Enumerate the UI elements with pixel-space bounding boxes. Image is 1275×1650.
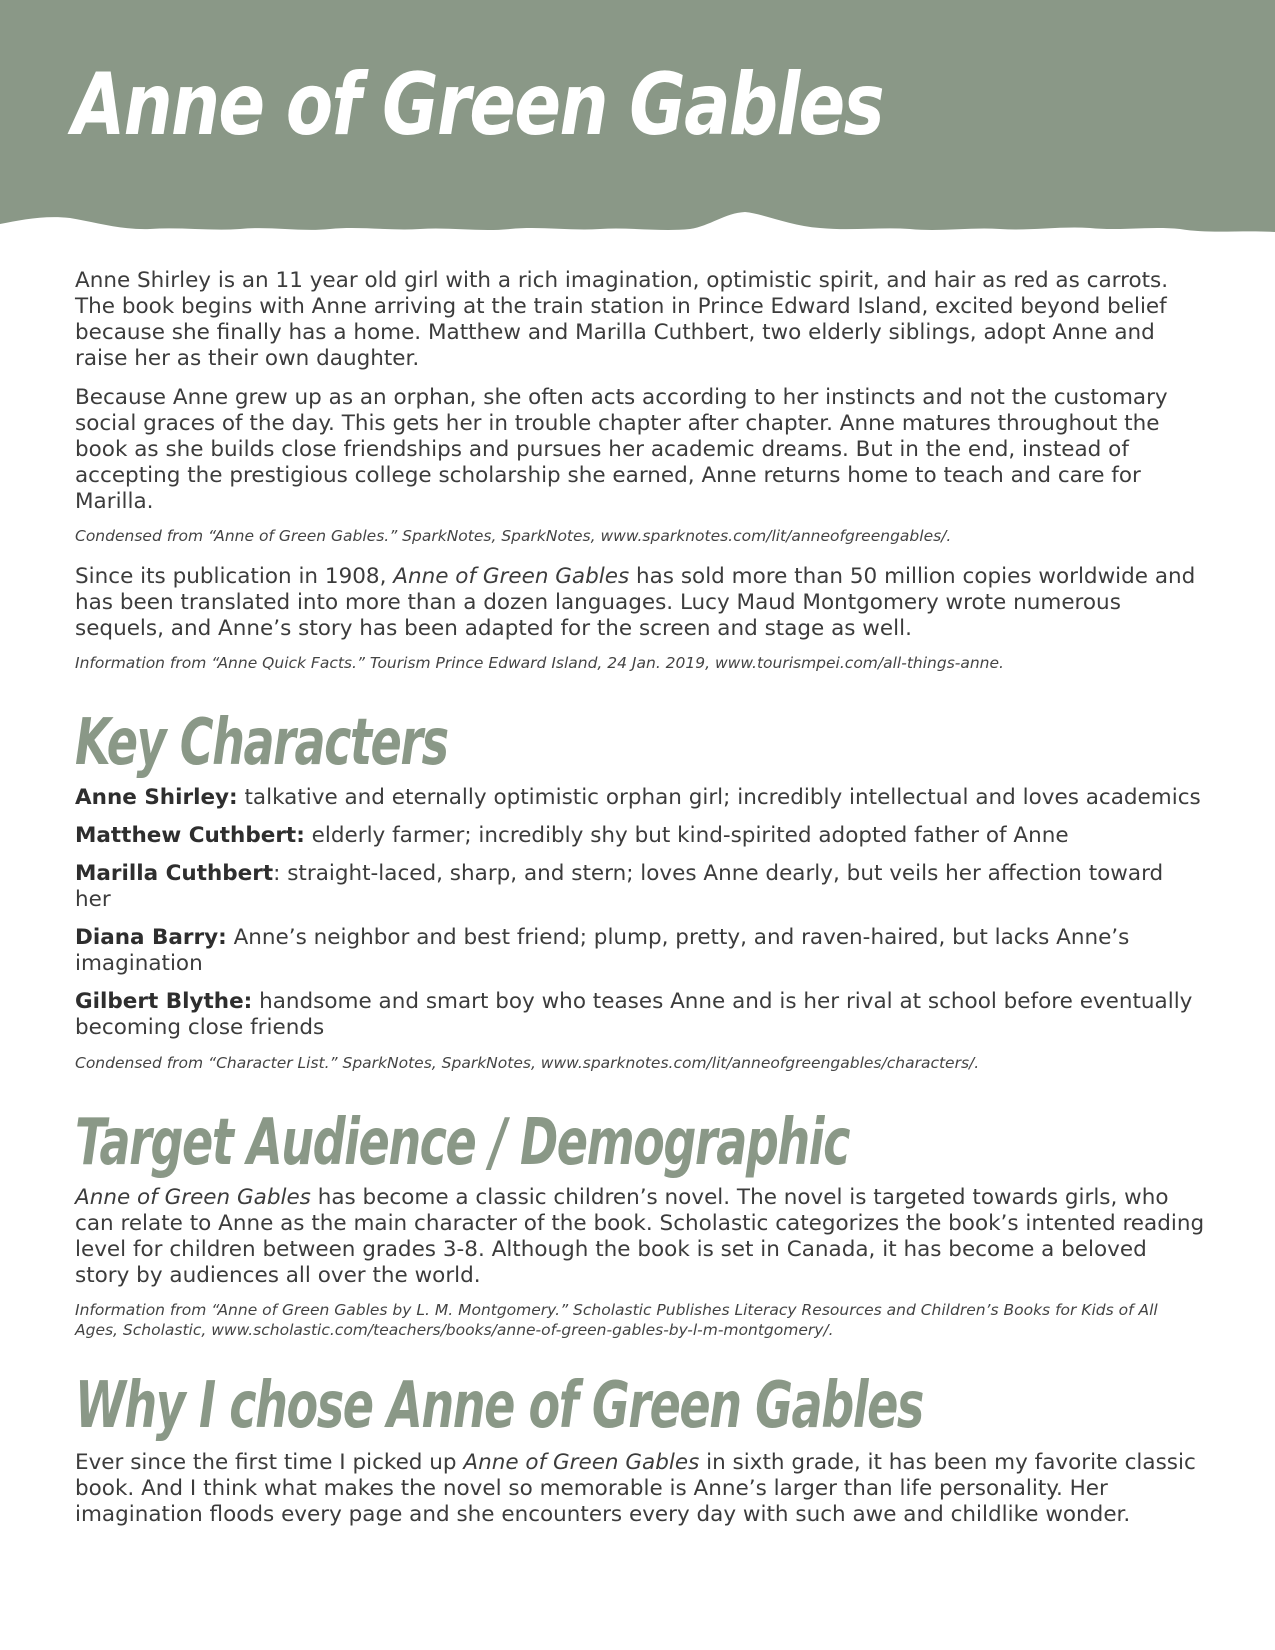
target-audience-heading: Target Audience / Demographic [75, 1106, 850, 1180]
intro-paragraph-1: Anne Shirley is an 11 year old girl with a rich imagination, optimistic spirit, and hair as red as carrots. The book begins with Anne arriving at the train station in Prince Edward Island, excited beyond belief because she finally has a home. Matthew and Marilla Cuthbert, two elderly siblings, adopt Anne and raise her as their own daughter. [75, 268, 1169, 371]
character-entry [75, 989, 1205, 1041]
character-entry [75, 925, 1205, 977]
character-entry [75, 823, 1205, 849]
character-name: Gilbert Blythe: [75, 989, 253, 1014]
why-paragraph [75, 1450, 1205, 1528]
p3-text-after: has sold more than 50 million copies worldwide and has been translated into more than a dozen languages. Lucy Maud Montgomery wrote numerous sequels, and Anne’s story has been adapted for the screen and stage as well. [75, 564, 1196, 641]
why-chose-heading: Why I chose Anne of Green Gables [75, 1369, 923, 1443]
character-description: Anne’s neighbor and best friend; plump, pretty, and raven-haired, but lacks Anne’s imagination [75, 925, 1130, 976]
why-text-before: Ever since the first time I picked up [75, 1450, 464, 1475]
character-entry [75, 861, 1205, 913]
character-description: : straight-laced, sharp, and stern; loves Anne dearly, but veils her affection toward her [75, 861, 1164, 912]
page-title: Anne of Green Gables [72, 55, 883, 155]
audience-paragraph [75, 1185, 1205, 1289]
intro-citation-2: Information from “Anne Quick Facts.” Tourism Prince Edward Island, 24 Jan. 2019, www.tourismpei.com/all-things-anne. [75, 654, 1004, 672]
p3-book-title: Anne of Green Gables [393, 564, 630, 589]
audience-citation: Information from “Anne of Green Gables by L. M. Montgomery.” Scholastic Publishes Literacy Resources and Children’s Books for Kids of All Ages, Scholastic, www.scholastic.com/teachers/books/anne-of-green-gables-by-l-m-montgomery/. [75, 1301, 1158, 1339]
p3-text-before: Since its publication in 1908, [75, 564, 394, 589]
intro-citation-1: Condensed from “Anne of Green Gables.” SparkNotes, SparkNotes, www.sparknotes.com/lit/anneofgreengables/. [75, 527, 952, 545]
key-characters-heading: Key Characters [75, 706, 448, 780]
character-entry [75, 785, 1205, 811]
character-description: talkative and eternally optimistic orphan girl; incredibly intellectual and loves academics [237, 785, 1201, 810]
why-book-title: Anne of Green Gables [463, 1450, 700, 1475]
main-content [75, 268, 1205, 1541]
audience-book-title: Anne of Green Gables [75, 1185, 311, 1210]
intro-paragraph-3 [75, 564, 1205, 642]
title-banner [0, 0, 1275, 240]
characters-citation: Condensed from “Character List.” SparkNotes, SparkNotes, www.sparknotes.com/lit/anneofgreengables/characters/. [75, 1054, 980, 1072]
why-text-after: in sixth grade, it has been my favorite classic book. And I think what makes the novel so memorable is Anne’s larger than life personality. Her imagination floods every page and she encounters every day with such awe and childlike wonder. [75, 1450, 1196, 1527]
character-description: handsome and smart boy who teases Anne and is her rival at school before eventually becoming close friends [75, 989, 1193, 1040]
audience-text: has become a classic children’s novel. The novel is targeted towards girls, who can relate to Anne as the main character of the book. Scholastic categorizes the book’s intented reading level for children between grades 3-8. Although the book is set in Canada, it has become a beloved story by audiences all over the world. [75, 1185, 1205, 1288]
character-name: Matthew Cuthbert: [75, 823, 305, 848]
character-name: Anne Shirley: [75, 785, 238, 810]
character-name: Marilla Cuthbert [75, 861, 274, 886]
character-name: Diana Barry: [75, 925, 227, 950]
intro-paragraph-2: Because Anne grew up as an orphan, she often acts according to her instincts and not the customary social graces of the day. This gets her in trouble chapter after chapter. Anne matures throughout the book as she builds close friendships and pursues her academic dreams. But in the end, instead of accepting the prestigious college scholarship she earned, Anne returns home to teach and care for Marilla. [75, 385, 1168, 514]
character-description: elderly farmer; incredibly shy but kind-spirited adopted father of Anne [304, 823, 1069, 848]
